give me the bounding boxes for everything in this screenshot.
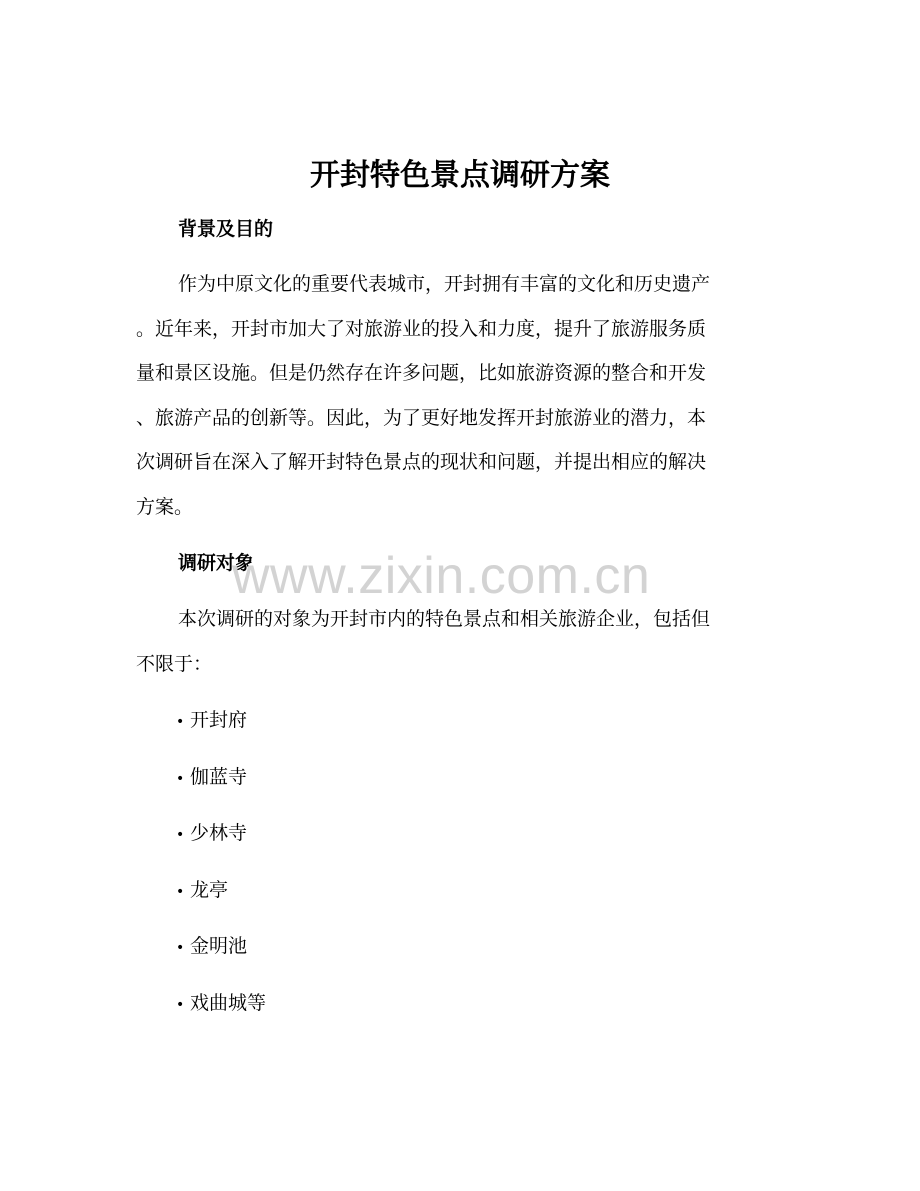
paragraph-line: 作为中原文化的重要代表城市，开封拥有丰富的文化和历史遗产	[178, 273, 711, 295]
paragraph-line: 次调研旨在深入了解开封特色景点的现状和问题，并提出相应的解决	[136, 451, 707, 473]
paragraph-line: 。近年来，开封市加大了对旅游业的投入和力度，提升了旅游服务质	[136, 317, 707, 340]
paragraph-line: 不限于：	[136, 652, 213, 675]
section-heading-subjects: 调研对象	[178, 552, 255, 574]
paragraph-line: 本次调研的对象为开封市内的特色景点和相关旅游企业，包括但	[178, 608, 711, 630]
paragraph-background	[136, 262, 786, 529]
bullet-icon: •	[176, 940, 185, 956]
bullet-icon: •	[176, 770, 185, 787]
list-item	[176, 761, 266, 818]
list-item-text: 开封府	[190, 709, 248, 731]
list-item-text: 戏曲城等	[190, 991, 267, 1014]
list-item-text: 龙亭	[190, 878, 229, 901]
paragraph-subjects	[136, 597, 786, 686]
list-item	[176, 874, 266, 931]
list-item-text: 少林寺	[190, 822, 248, 844]
bullet-icon: •	[176, 827, 185, 843]
bullet-icon: •	[176, 714, 185, 730]
paragraph-line: 、旅游产品的创新等。因此，为了更好地发挥开封旅游业的潜力，本	[136, 406, 707, 429]
list-item	[176, 817, 266, 874]
bullet-icon: •	[176, 996, 185, 1013]
bullet-icon: •	[176, 883, 185, 900]
document-title: 开封特色景点调研方案	[310, 158, 610, 193]
paragraph-line: 方案。	[136, 495, 194, 518]
paragraph-line: 量和景区设施。但是仍然存在许多问题，比如旅游资源的整合和开发	[136, 362, 707, 384]
watermark: www.zixin.com.cn	[232, 547, 651, 605]
list-item	[176, 987, 266, 1044]
section-heading-background: 背景及目的	[178, 218, 274, 240]
list-item	[176, 930, 266, 987]
list-item-text: 金明池	[190, 935, 248, 957]
list-item-text: 伽蓝寺	[190, 765, 248, 788]
attractions-list	[176, 704, 266, 1043]
list-item	[176, 704, 266, 761]
